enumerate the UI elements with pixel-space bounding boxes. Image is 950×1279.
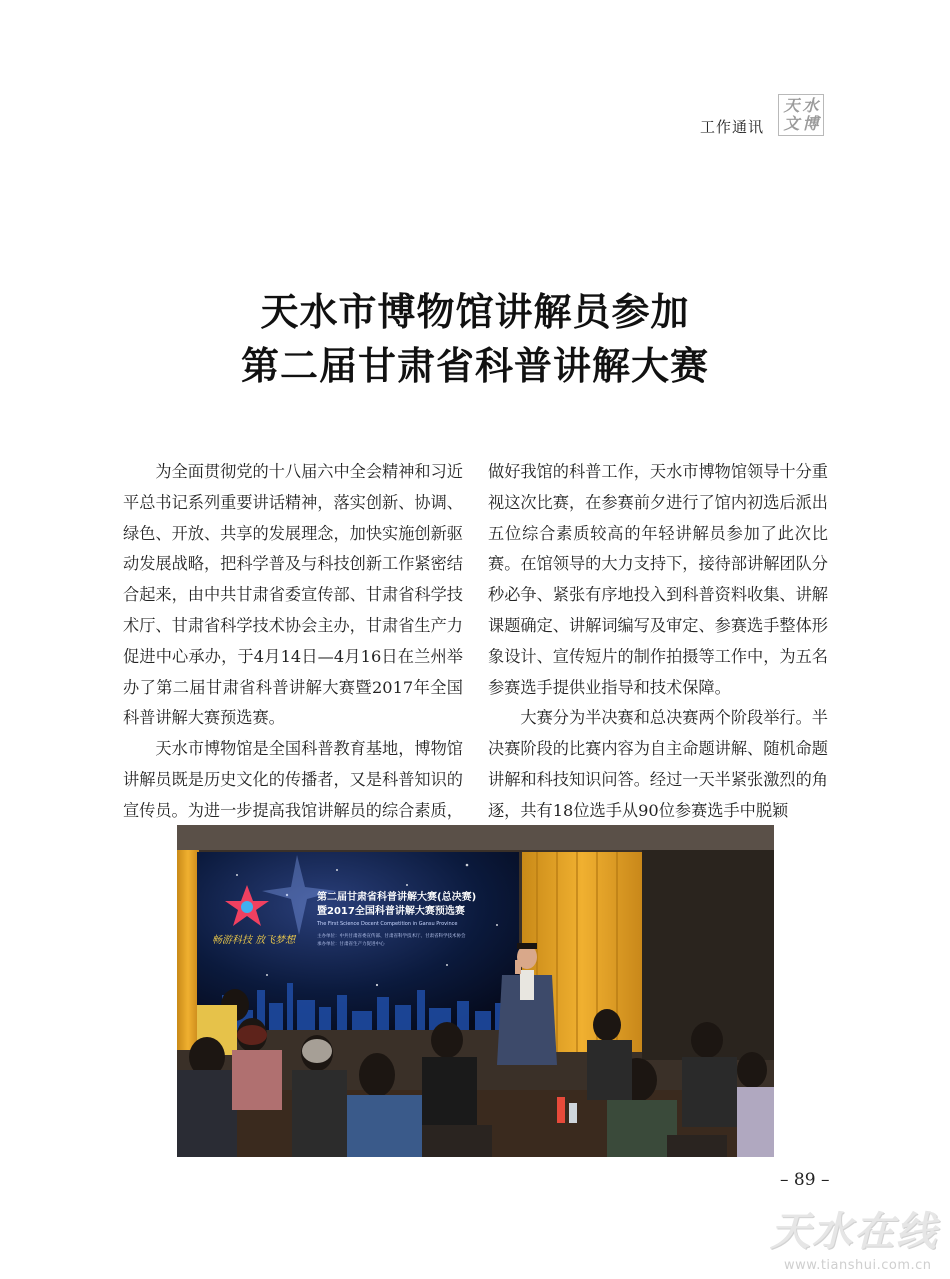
event-photo bbox=[177, 825, 774, 1157]
screen-slogan: 畅游科技 放飞梦想 bbox=[212, 935, 296, 946]
screen-title-line1: 第二届甘肃省科普讲解大赛(总决赛) bbox=[317, 892, 477, 903]
seal-char: 博 bbox=[802, 114, 819, 133]
photo-illustration bbox=[177, 825, 774, 1157]
paragraph: 大赛分为半决赛和总决赛两个阶段举行。半决赛阶段的比赛内容为自主命题讲解、随机命题讲解和科技知识问答。经过一天半紧张激烈的角逐，共有18位选手从90位参赛选手中脱颖 bbox=[488, 708, 828, 820]
watermark-url: www.tianshui.com.cn bbox=[784, 1258, 932, 1273]
watermark-text: 天水在线 bbox=[770, 1209, 938, 1255]
page-number: – 89 – bbox=[780, 1170, 830, 1190]
section-label: 工作通讯 bbox=[700, 118, 765, 136]
seal-char: 水 bbox=[802, 96, 819, 115]
screen-host: 承办单位：甘肃省生产力促进中心 bbox=[317, 942, 385, 947]
article-title bbox=[0, 285, 950, 393]
title-line-1: 天水市博物馆讲解员参加 bbox=[260, 289, 690, 334]
seal-char: 文 bbox=[783, 114, 800, 133]
right-column bbox=[488, 457, 828, 827]
left-column bbox=[123, 457, 463, 827]
seal-char: 天 bbox=[783, 96, 800, 115]
paragraph: 天水市博物馆是全国科普教育基地，博物馆讲解员既是历史文化的传播者，又是科普知识的宣传员。为进一步提高我馆讲解员的综合素质， bbox=[123, 739, 463, 820]
section-seal-logo bbox=[778, 94, 824, 136]
page-header bbox=[700, 94, 835, 134]
paragraph: 为全面贯彻党的十八届六中全会精神和习近平总书记系列重要讲话精神，落实创新、协调、绿色、开放、共享的发展理念，加快实施创新驱动发展战略，把科学普及与科技创新工作紧密结合起来，由中共甘肃省委宣传部、甘肃省科学技术厅、甘肃省科学技术协会主办，甘肃省生产力促进中心承办，于4月14日—4月16日在兰州举办了第二届甘肃省科普讲解大赛暨2017年全国科普讲解大赛预选赛。 bbox=[123, 462, 463, 728]
site-watermark bbox=[770, 1200, 945, 1278]
screen-subtitle: The First Science Docent Competition in Gansu Province bbox=[317, 921, 458, 927]
title-line-2: 第二届甘肃省科普讲解大赛 bbox=[240, 343, 709, 388]
screen-title-line2: 暨2017全国科普讲解大赛预选赛 bbox=[317, 906, 465, 917]
paragraph: 做好我馆的科普工作，天水市博物馆领导十分重视这次比赛，在参赛前夕进行了馆内初选后派出五位综合素质较高的年轻讲解员参加了此次比赛。在馆领导的大力支持下，接待部讲解团队分秒必争、紧张有序地投入到科普资料收集、讲解课题确定、讲解词编写及审定、参赛选手整体形象设计、宣传短片的制作拍摄等工作中，为五名参赛选手提供业指导和技术保障。 bbox=[488, 462, 828, 697]
screen-organizer: 主办单位：中共甘肃省委宣传部、甘肃省科学技术厅、甘肃省科学技术协会 bbox=[317, 934, 466, 939]
